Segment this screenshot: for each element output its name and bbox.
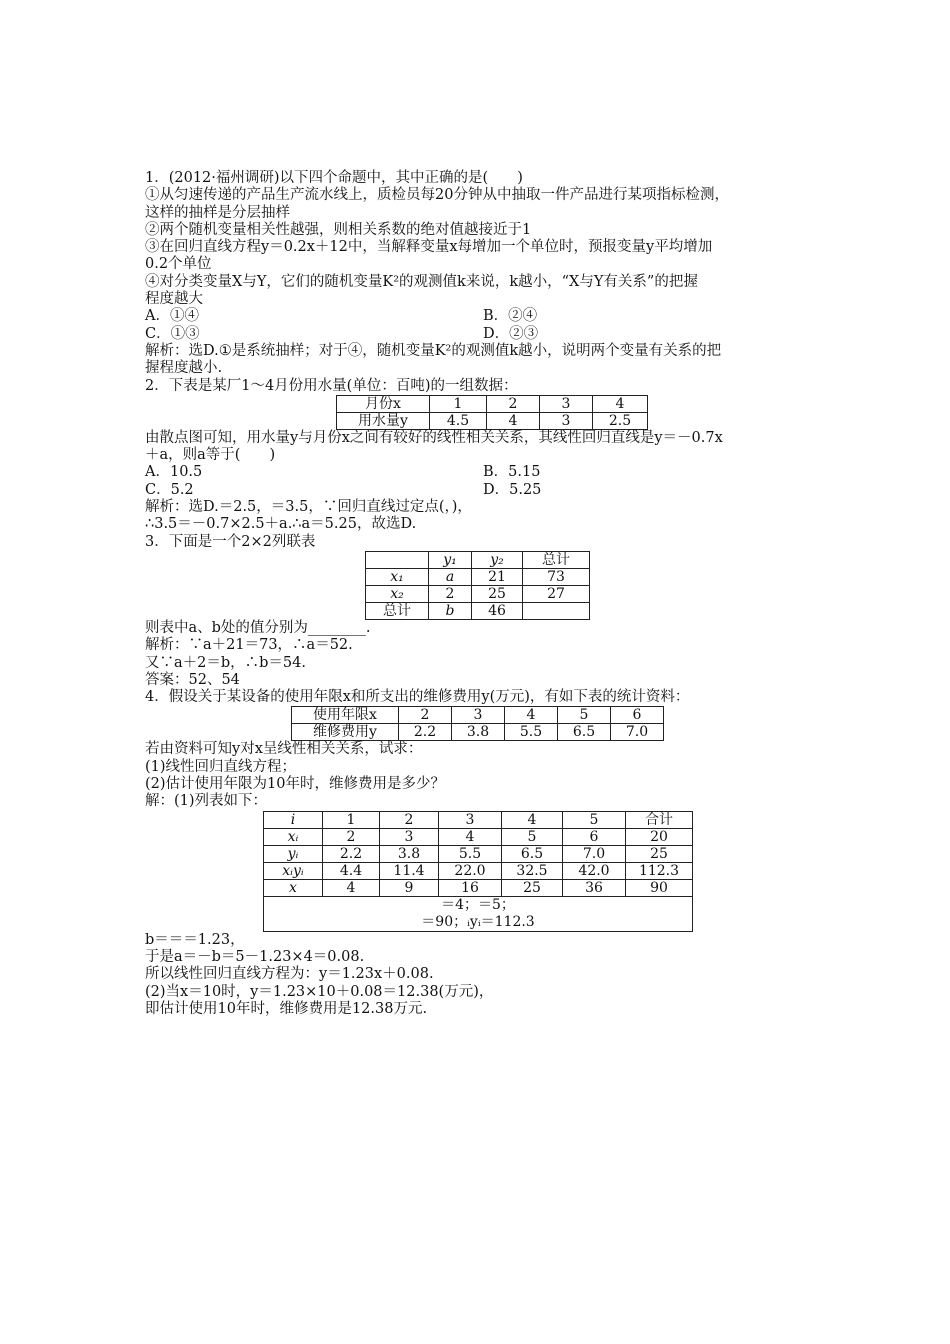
worksheet [145, 170, 815, 1018]
answer-text: 答案：52、54 [145, 671, 240, 688]
table-cell: 3 [540, 412, 593, 429]
table-row [292, 707, 664, 724]
table-cell: xᵢyᵢ [264, 862, 323, 879]
table-cell: 20 [626, 828, 693, 845]
proposition-text: 0.2个单位 [145, 256, 212, 273]
table-cell: 6 [563, 828, 626, 845]
analysis-text: 又∵a＋2＝b，∴b＝54. [145, 654, 306, 671]
table-row [337, 395, 648, 412]
table-cell: 3 [380, 828, 439, 845]
table-cell: 2 [323, 828, 380, 845]
question-3 [145, 534, 815, 689]
table-cell: 维修费用y [292, 724, 399, 741]
table-cell: 25 [472, 585, 523, 602]
footer-line: ＝90；ᵢyᵢ＝112.3 [421, 913, 535, 930]
options-row [145, 464, 815, 481]
options-row [145, 482, 815, 499]
solution-text: 即估计使用10年时，维修费用是12.38万元. [145, 1000, 428, 1017]
calculation-table [263, 811, 693, 932]
table-cell: 4.5 [430, 412, 487, 429]
table-cell: yᵢ [264, 845, 323, 862]
question-stem: 4．假设关于某设备的使用年限x和所支出的维修费用y(万元)，有如下表的统计资料： [145, 689, 690, 706]
maintenance-cost-table [291, 706, 664, 741]
table-cell: 4.4 [323, 862, 380, 879]
question-text: 由散点图可知，用水量y与月份x之间有较好的线性相关关系，其线性回归直线是y＝－0.7x [145, 429, 723, 446]
options-row [145, 308, 815, 325]
option-b: B．②④ [483, 308, 538, 325]
table-cell: xᵢ [264, 828, 323, 845]
option-b: B．5.15 [483, 464, 541, 481]
solution-text: 所以线性回归直线方程为：y＝1.23x＋0.08. [145, 966, 434, 983]
question-text: 若由资料可知y对x呈线性相关关系，试求： [145, 741, 423, 758]
table-cell: 21 [472, 568, 523, 585]
table-row [264, 862, 693, 879]
table-cell: 42.0 [563, 862, 626, 879]
table-cell: 73 [523, 568, 590, 585]
footer-line: ＝4；＝5； [441, 896, 515, 913]
proposition-text: 程度越大 [145, 291, 203, 308]
table-cell: 2.5 [593, 412, 648, 429]
table-cell: 合计 [626, 811, 693, 828]
table-cell: 4 [505, 707, 558, 724]
table-footer [264, 896, 693, 931]
question-text: 则表中a、b处的值分别为________. [145, 619, 371, 636]
table-row [366, 551, 590, 568]
option-a: A．10.5 [145, 464, 203, 481]
table-row [366, 602, 590, 619]
solution-text: (2)当x＝10时，y＝1.23×10＋0.08＝12.38(万元)， [145, 983, 494, 1000]
table-cell: 3 [452, 707, 505, 724]
table-row [337, 412, 648, 429]
table-cell: 16 [439, 879, 502, 896]
table-row [264, 811, 693, 828]
table-cell: 27 [523, 585, 590, 602]
water-usage-table [336, 395, 648, 430]
table-cell: 11.4 [380, 862, 439, 879]
question-text: ＋a，则a等于( ) [145, 447, 276, 464]
table-cell: 25 [502, 879, 563, 896]
table-cell: y₂ [472, 551, 523, 568]
table-cell: 5.5 [439, 845, 502, 862]
analysis-text: 解析：选D.＝2.5，＝3.5，∵回归直线过定点(，)， [145, 499, 472, 516]
table-cell: a [429, 568, 472, 585]
question-stem: 2．下表是某厂1～4月份用水量(单位：百吨)的一组数据： [145, 377, 518, 394]
table-cell [366, 551, 429, 568]
question-text: (2)估计使用年限为10年时，维修费用是多少？ [145, 776, 445, 793]
option-c: C．5.2 [145, 481, 194, 498]
table-cell: 22.0 [439, 862, 502, 879]
table-cell: 2.2 [399, 724, 452, 741]
proposition-text: 这样的抽样是分层抽样 [145, 204, 290, 221]
table-row [264, 879, 693, 896]
table-cell [523, 602, 590, 619]
table-cell: 5 [502, 828, 563, 845]
question-stem: 1．(2012·福州调研)以下四个命题中，其中正确的是( ) [145, 170, 523, 186]
analysis-text: 解析：选D.①是系统抽样；对于④，随机变量K²的观测值k越小，说明两个变量有关系的把 [145, 342, 722, 359]
analysis-text: 解析：∵a＋21＝73，∴a＝52. [145, 637, 353, 654]
table-cell: 46 [472, 602, 523, 619]
solution-text: 解：(1)列表如下： [145, 793, 268, 810]
table-cell: 总计 [523, 551, 590, 568]
table-cell: 使用年限x [292, 707, 399, 724]
table-cell: 2.2 [323, 845, 380, 862]
contingency-table [365, 551, 590, 620]
table-cell: 2 [487, 395, 540, 412]
table-cell: 25 [626, 845, 693, 862]
table-cell: y₁ [429, 551, 472, 568]
option-d: D．②③ [483, 325, 539, 342]
table-cell: 6 [611, 707, 664, 724]
table-footer-row [264, 896, 693, 931]
table-cell: x₂ [366, 585, 429, 602]
proposition-text: ②两个随机变量相关性越强，则相关系数的绝对值越接近于1 [145, 221, 532, 238]
table-cell: 6.5 [502, 845, 563, 862]
table-cell: 4 [502, 811, 563, 828]
solution-text: 于是a＝－b＝5－1.23×4＝0.08. [145, 948, 365, 965]
table-cell: 3 [439, 811, 502, 828]
table-cell: 112.3 [626, 862, 693, 879]
table-row [292, 724, 664, 741]
table-cell: 4 [323, 879, 380, 896]
proposition-text: ①从匀速传递的产品生产流水线上，质检员每20分钟从中抽取一件产品进行某项指标检测， [145, 187, 729, 204]
table-cell: 5 [558, 707, 611, 724]
table-cell: 90 [626, 879, 693, 896]
table-row [366, 568, 590, 585]
table-cell: 5 [563, 811, 626, 828]
table-cell: 7.0 [563, 845, 626, 862]
option-c: C．①③ [145, 325, 200, 342]
table-cell: 1 [323, 811, 380, 828]
question-1 [145, 170, 815, 378]
question-4 [145, 689, 815, 1018]
table-cell: 2 [399, 707, 452, 724]
option-d: D．5.25 [483, 481, 542, 498]
table-cell: 3.8 [452, 724, 505, 741]
table-cell: 3 [540, 395, 593, 412]
table-cell: x [264, 879, 323, 896]
table-row [366, 585, 590, 602]
table-cell: x₁ [366, 568, 429, 585]
table-cell: 7.0 [611, 724, 664, 741]
table-cell: 5.5 [505, 724, 558, 741]
option-a: A．①④ [145, 308, 199, 325]
question-stem: 3．下面是一个2×2列联表 [145, 533, 316, 550]
table-cell: i [264, 811, 323, 828]
question-text: (1)线性回归直线方程； [145, 758, 297, 775]
table-cell: 月份x [337, 395, 430, 412]
question-2 [145, 378, 815, 534]
table-row [264, 845, 693, 862]
table-cell: 6.5 [558, 724, 611, 741]
table-cell: 2 [380, 811, 439, 828]
table-cell: 总计 [366, 602, 429, 619]
table-cell: 36 [563, 879, 626, 896]
solution-text: b＝＝＝1.23， [145, 931, 245, 948]
proposition-text: ③在回归直线方程y＝0.2x＋12中，当解释变量x每增加一个单位时，预报变量y平均增加 [145, 239, 713, 256]
table-cell: 4 [593, 395, 648, 412]
analysis-text: 握程度越小. [145, 360, 223, 377]
table-cell: 4 [439, 828, 502, 845]
table-cell: b [429, 602, 472, 619]
table-cell: 用水量y [337, 412, 430, 429]
table-cell: 2 [429, 585, 472, 602]
table-cell: 32.5 [502, 862, 563, 879]
proposition-text: ④对分类变量X与Y，它们的随机变量K²的观测值k来说，k越小，“X与Y有关系”的把握 [145, 273, 698, 290]
table-cell: 1 [430, 395, 487, 412]
table-cell: 3.8 [380, 845, 439, 862]
table-cell: 4 [487, 412, 540, 429]
table-row [264, 828, 693, 845]
table-cell: 9 [380, 879, 439, 896]
options-row [145, 326, 815, 343]
analysis-text: ∴3.5＝－0.7×2.5＋a.∴a＝5.25，故选D. [145, 516, 417, 533]
